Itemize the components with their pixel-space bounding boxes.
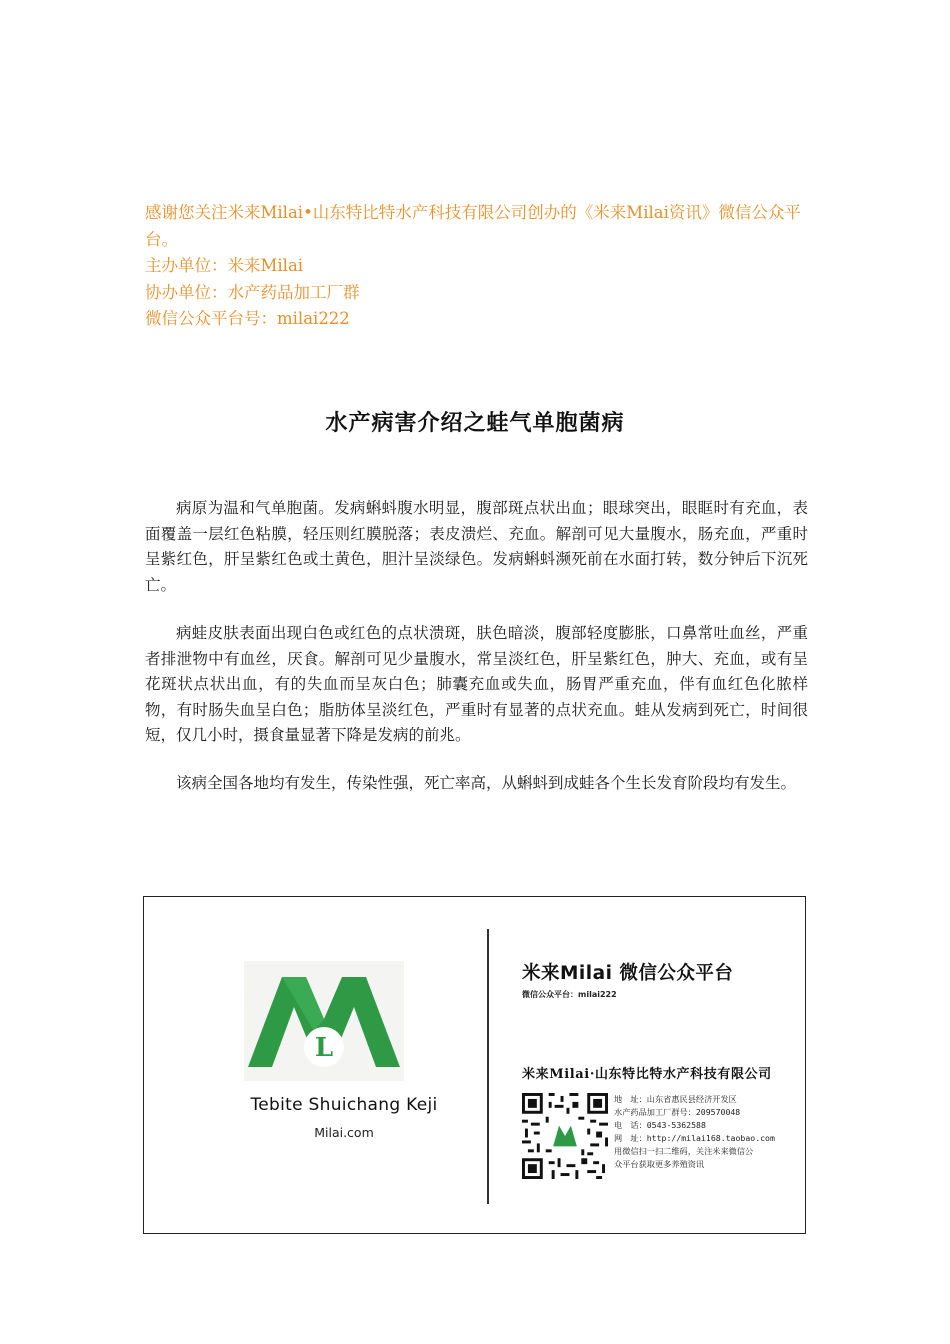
info-website[interactable]: 网 址：http://milai168.taobao.com [614, 1133, 775, 1143]
article-paragraph-1 [145, 496, 808, 598]
intro-thanks: 感谢您关注米来Milai•山东特比特水产科技有限公司创办的《米来Milai资讯》微信公众平台。 [145, 203, 801, 249]
logo-url: Milai.com [314, 1125, 374, 1140]
article-paragraph-2 [145, 621, 808, 749]
paragraph-text: 该病全国各地均有发生，传染性强，死亡率高，从蝌蚪到成蛙各个生长发育阶段均有发生。 [176, 774, 797, 792]
article-paragraph-3 [145, 771, 808, 797]
contact-info [614, 1093, 804, 1171]
logo-name: Tebite Shuichang Keji [250, 1095, 438, 1115]
intro-block [145, 200, 825, 333]
info-phone: 电 话：0543-5362588 [614, 1120, 706, 1130]
logo-letter: L [314, 1033, 334, 1063]
milai-logo-icon [244, 961, 404, 1085]
info-scan-note-2: 众平台获取更多养殖资讯 [614, 1159, 705, 1169]
paragraph-text: 病蛙皮肤表面出现白色或红色的点状溃斑，肤色暗淡，腹部轻度膨胀，口鼻常吐血丝，严重者排泄物中有血丝，厌食。解剖可见少量腹水，常呈淡红色，肝呈紫红色，肿大、充血，或有呈花斑状点状出血，有的失血而呈灰白色；肺囊充血或失血，肠胃严重充血，伴有血红色化脓样物，有时肠失血呈白色；脂肪体呈淡红色，严重时有显著的点状充血。蛙从发病到死亡，时间很短，仅几小时，摄食量显著下降是发病的前兆。 [145, 624, 808, 744]
intro-co-host: 协办单位：水产药品加工厂群 [145, 282, 360, 302]
intro-account: 微信公众平台号：milai222 [145, 309, 350, 328]
card-divider [487, 929, 489, 1204]
info-address: 地 址：山东省惠民县经济开发区 [614, 1094, 737, 1104]
info-scan-note-1: 用微信扫一扫二维码，关注米来微信公 [614, 1146, 754, 1156]
company-name: 米来Milai·山东特比特水产科技有限公司 [522, 1067, 772, 1082]
info-qq-group: 水产药品加工厂群号：209570048 [614, 1107, 741, 1117]
wechat-title: 米来Milai 微信公众平台 [522, 963, 734, 984]
article-title: 水产病害介绍之蛙气单胞菌病 [325, 411, 625, 436]
qr-code-icon[interactable] [522, 1093, 608, 1179]
wechat-id: 微信公众平台：milai222 [522, 990, 617, 999]
business-card [143, 896, 806, 1234]
paragraph-text: 病原为温和气单胞菌。发病蝌蚪腹水明显，腹部斑点状出血；眼球突出，眼眶时有充血，表面覆盖一层红色粘膜，轻压则红膜脱落；表皮溃烂、充血。解剖可见大量腹水，肠充血，严重时呈紫红色，肝呈紫红色或土黄色，胆汁呈淡绿色。发病蝌蚪濒死前在水面打转，数分钟后下沉死亡。 [145, 499, 808, 594]
intro-host: 主办单位：米来Milai [145, 256, 304, 275]
